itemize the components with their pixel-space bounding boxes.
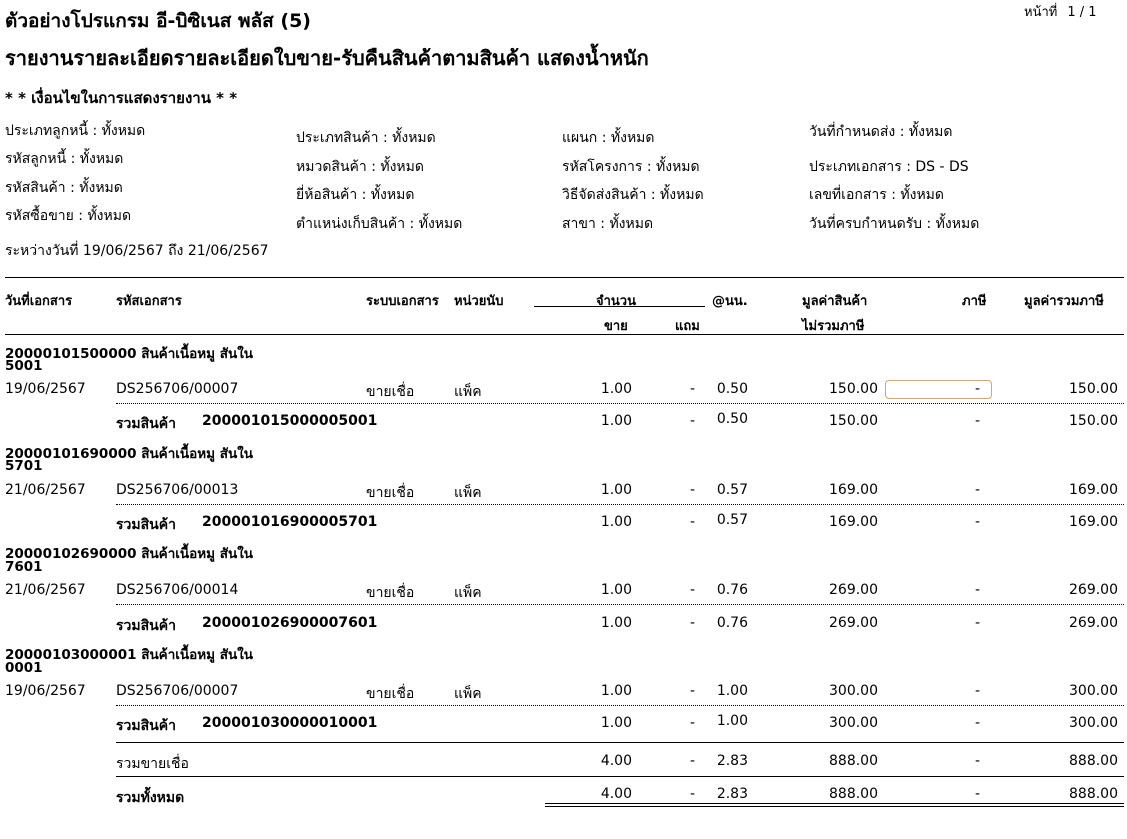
row-value: 300.00 <box>829 683 878 699</box>
cond-product-category: หมวดสินค้า : ทั้งหมด <box>296 159 424 175</box>
row-free: - <box>690 582 696 598</box>
row-weight: 0.76 <box>716 582 748 598</box>
report-title: รายงานรายละเอียดรายละเอียดใบขาย-รับคืนสินค้าตามสินค้า แสดงน้ำหนัก <box>5 46 649 70</box>
group-sum-value: 150.00 <box>829 413 878 429</box>
group-sum-qty: 1.00 <box>600 413 632 429</box>
row-doc-no: DS256706/00007 <box>116 683 239 699</box>
row-doc-date: 19/06/2567 <box>5 381 86 397</box>
col-value-sub: ไม่รวมภาษี <box>802 319 865 334</box>
row-dotted-rule <box>116 403 1124 404</box>
group-product-title: 20000101500000 สินค้าเนื้อหมู สันใน <box>5 346 254 362</box>
group-sum-weight: 0.57 <box>716 512 748 528</box>
group-sum-value: 300.00 <box>829 715 878 731</box>
col-qty: จำนวน <box>596 294 636 309</box>
cond-product-brand: ยี่ห้อสินค้า : ทั้งหมด <box>296 187 415 203</box>
grand-total-free: - <box>690 786 696 802</box>
row-qty: 1.00 <box>600 582 632 598</box>
qty-group-rule <box>534 306 705 307</box>
col-doc-no: รหัสเอกสาร <box>116 294 182 309</box>
grand-total-double-rule-2 <box>545 806 1124 807</box>
row-doc-no: DS256706/00013 <box>116 482 239 498</box>
row-doc-date: 21/06/2567 <box>5 582 86 598</box>
group-product-suffix: 5701 <box>5 458 43 474</box>
row-total: 150.00 <box>1069 381 1118 397</box>
row-dotted-rule <box>116 504 1124 505</box>
cond-product-type: ประเภทสินค้า : ทั้งหมด <box>296 130 436 146</box>
row-doc-date: 21/06/2567 <box>5 482 86 498</box>
row-weight: 0.57 <box>716 482 748 498</box>
header-top-rule <box>5 277 1124 278</box>
col-value: มูลค่าสินค้า <box>802 294 868 309</box>
cond-storage-location: ตำแหน่งเก็บสินค้า : ทั้งหมด <box>296 216 463 232</box>
cond-shipping-method: วิธีจัดส่งสินค้า : ทั้งหมด <box>562 187 704 203</box>
row-qty: 1.00 <box>600 482 632 498</box>
row-weight: 1.00 <box>716 683 748 699</box>
row-doc-no: DS256706/00014 <box>116 582 239 598</box>
row-total: 300.00 <box>1069 683 1118 699</box>
page-label: หน้าที่ <box>1024 5 1058 20</box>
group-sum-value: 269.00 <box>829 615 878 631</box>
cond-due-receive-date: วันที่ครบกำหนดรับ : ทั้งหมด <box>809 216 980 232</box>
grand-total-tax: - <box>975 786 981 802</box>
credit-total-total: 888.00 <box>1069 753 1118 769</box>
col-qty-free: แถม <box>675 319 700 334</box>
group-sum-qty: 1.00 <box>600 715 632 731</box>
header-bottom-rule <box>5 334 1124 335</box>
col-weight: @นน. <box>712 294 748 309</box>
row-tax: - <box>975 683 981 699</box>
row-dotted-rule <box>116 705 1124 706</box>
credit-total-value: 888.00 <box>829 753 878 769</box>
row-doc-system: ขายเชื่อ <box>366 686 415 702</box>
row-doc-system: ขายเชื่อ <box>366 585 415 601</box>
row-free: - <box>690 482 696 498</box>
cond-due-delivery-date: วันที่กำหนดส่ง : ทั้งหมด <box>809 124 953 140</box>
grand-total-qty: 4.00 <box>600 786 632 802</box>
group-product-title: 20000102690000 สินค้าเนื้อหมู สันใน <box>5 546 254 562</box>
group-sum-qty: 1.00 <box>600 615 632 631</box>
row-qty: 1.00 <box>600 381 632 397</box>
col-doc-date: วันที่เอกสาร <box>5 294 73 309</box>
row-value: 150.00 <box>829 381 878 397</box>
cond-debtor-type: ประเภทลูกหนี้ : ทั้งหมด <box>5 123 146 139</box>
group-sum-free: - <box>690 514 696 530</box>
group-sum-tax: - <box>975 615 981 631</box>
row-doc-system: ขายเชื่อ <box>366 485 415 501</box>
grand-total-label: รวมทั้งหมด <box>116 790 185 806</box>
row-unit: แพ็ค <box>454 384 482 400</box>
group-sum-qty: 1.00 <box>600 514 632 530</box>
col-total: มูลค่ารวมภาษี <box>1024 294 1104 309</box>
group-sum-label: รวมสินค้า <box>116 718 176 734</box>
group-sum-free: - <box>690 413 696 429</box>
page-indicator <box>1024 1 1097 22</box>
group-sum-tax: - <box>975 715 981 731</box>
row-total: 269.00 <box>1069 582 1118 598</box>
credit-total-weight: 2.83 <box>716 753 748 769</box>
cond-document-type: ประเภทเอกสาร : DS - DS <box>809 159 969 175</box>
cond-document-number: เลขที่เอกสาร : ทั้งหมด <box>809 187 944 203</box>
page-number: 1 / 1 <box>1067 5 1097 20</box>
grand-total-rule <box>116 776 1124 777</box>
grand-total-value: 888.00 <box>829 786 878 802</box>
row-value: 169.00 <box>829 482 878 498</box>
group-sum-code: 200001016900005701 <box>202 514 378 530</box>
group-sum-total: 150.00 <box>1069 413 1118 429</box>
col-tax: ภาษี <box>962 294 987 309</box>
group-sum-weight: 0.50 <box>716 411 748 427</box>
col-qty-sell: ขาย <box>604 319 628 334</box>
row-qty: 1.00 <box>600 683 632 699</box>
group-sum-tax: - <box>975 514 981 530</box>
row-tax: - <box>975 381 981 397</box>
group-product-title: 20000103000001 สินค้าเนื้อหมู สันใน <box>5 647 254 663</box>
group-sum-value: 169.00 <box>829 514 878 530</box>
app-title: ตัวอย่างโปรแกรม อี-บิซิเนส พลัส (5) <box>5 10 311 32</box>
group-sum-total: 169.00 <box>1069 514 1118 530</box>
cond-branch: สาขา : ทั้งหมด <box>562 216 654 232</box>
group-sum-weight: 1.00 <box>716 713 748 729</box>
credit-total-tax: - <box>975 753 981 769</box>
row-value: 269.00 <box>829 582 878 598</box>
col-doc-system: ระบบเอกสาร <box>366 294 439 309</box>
group-sum-label: รวมสินค้า <box>116 416 176 432</box>
credit-total-label: รวมขายเชื่อ <box>116 756 189 772</box>
group-sum-total: 300.00 <box>1069 715 1118 731</box>
group-sum-free: - <box>690 715 696 731</box>
credit-total-rule <box>116 742 1124 743</box>
grand-total-double-rule-1 <box>545 803 1124 804</box>
row-doc-system: ขายเชื่อ <box>366 384 415 400</box>
group-sum-weight: 0.76 <box>716 615 748 631</box>
col-unit: หน่วยนับ <box>454 294 504 309</box>
row-unit: แพ็ค <box>454 686 482 702</box>
cond-debtor-code: รหัสลูกหนี้ : ทั้งหมด <box>5 151 124 167</box>
group-product-title: 20000101690000 สินค้าเนื้อหมู สันใน <box>5 446 254 462</box>
credit-total-free: - <box>690 753 696 769</box>
group-sum-code: 200001030000010001 <box>202 715 378 731</box>
row-unit: แพ็ค <box>454 585 482 601</box>
row-tax: - <box>975 482 981 498</box>
row-tax: - <box>975 582 981 598</box>
conditions-title: * * เงื่อนไขในการแสดงรายงาน * * <box>5 89 238 107</box>
cond-product-code: รหัสสินค้า : ทั้งหมด <box>5 180 123 196</box>
row-unit: แพ็ค <box>454 485 482 501</box>
group-product-suffix: 5001 <box>5 358 43 374</box>
grand-total-weight: 2.83 <box>716 786 748 802</box>
grand-total-total: 888.00 <box>1069 786 1118 802</box>
row-total: 169.00 <box>1069 482 1118 498</box>
credit-total-qty: 4.00 <box>600 753 632 769</box>
cond-department: แผนก : ทั้งหมด <box>562 130 655 146</box>
row-free: - <box>690 381 696 397</box>
group-sum-label: รวมสินค้า <box>116 618 176 634</box>
group-sum-label: รวมสินค้า <box>116 517 176 533</box>
row-free: - <box>690 683 696 699</box>
cond-trade-code: รหัสซื้อขาย : ทั้งหมด <box>5 208 132 224</box>
cond-project-code: รหัสโครงการ : ทั้งหมด <box>562 159 700 175</box>
group-product-suffix: 7601 <box>5 559 43 575</box>
row-weight: 0.50 <box>716 381 748 397</box>
row-dotted-rule <box>116 604 1124 605</box>
group-product-suffix: 0001 <box>5 660 43 676</box>
group-sum-code: 200001026900007601 <box>202 615 378 631</box>
row-doc-date: 19/06/2567 <box>5 683 86 699</box>
group-sum-total: 269.00 <box>1069 615 1118 631</box>
cond-date-range: ระหว่างวันที่ 19/06/2567 ถึง 21/06/2567 <box>5 243 269 259</box>
group-sum-tax: - <box>975 413 981 429</box>
group-sum-free: - <box>690 615 696 631</box>
row-doc-no: DS256706/00007 <box>116 381 239 397</box>
group-sum-code: 200001015000005001 <box>202 413 378 429</box>
